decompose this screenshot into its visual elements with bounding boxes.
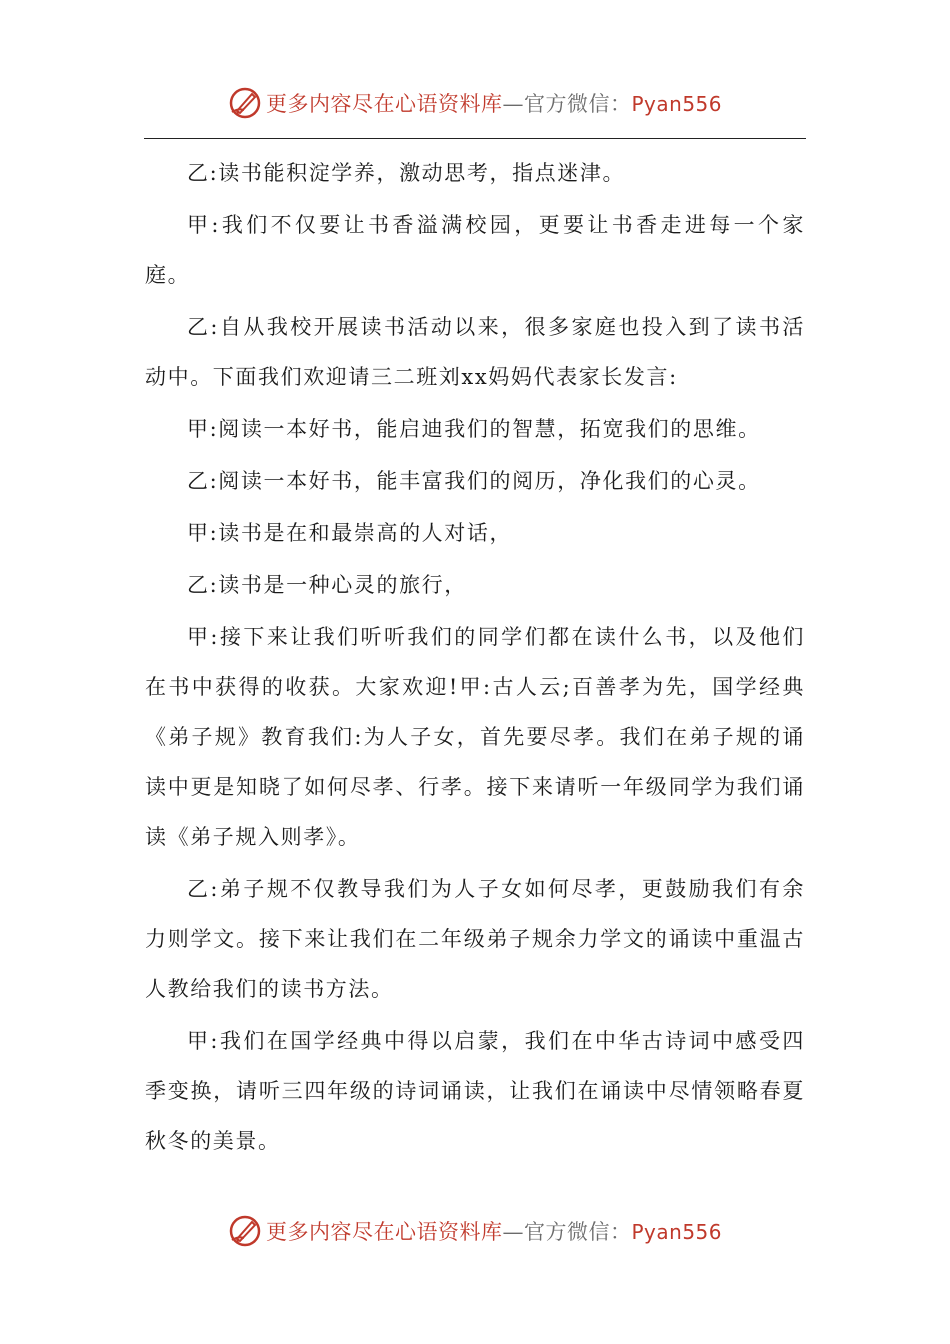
banner-text: [266, 88, 722, 118]
banner-site-name: 更多内容尽在心语资料库: [265, 1220, 503, 1244]
banner-text: [266, 1216, 722, 1246]
banner-official: 官方微信：: [523, 92, 632, 116]
paragraph: 乙:读书能积淀学养，激动思考，指点迷津。: [187, 161, 626, 185]
banner-wechat-id: Pyan556: [631, 92, 722, 116]
paragraph: 乙:阅读一本好书，能丰富我们的阅历，净化我们的心灵。: [187, 469, 761, 493]
banner-dash: —: [502, 92, 524, 116]
header-divider: [144, 138, 806, 139]
paragraph: 乙:自从我校开展读书活动以来，很多家庭也投入到了读书活动中。下面我们欢迎请三二班刘xx妈妈代表家长发言:: [145, 315, 805, 389]
paragraph: 乙:弟子规不仅教导我们为人子女如何尽孝，更鼓励我们有余力则学文。接下来让我们在二年级弟子规余力学文的诵读中重温古人教给我们的读书方法。: [145, 877, 805, 1001]
pen-logo-icon: [228, 86, 262, 120]
banner-wechat-id: Pyan556: [631, 1220, 722, 1244]
header-banner: [0, 83, 950, 123]
paragraph: 甲:我们不仅要让书香溢满校园，更要让书香走进每一个家庭。: [145, 213, 805, 287]
banner-dash: —: [502, 1220, 524, 1244]
paragraph: 乙:读书是一种心灵的旅行，: [187, 573, 467, 597]
paragraph: 甲:接下来让我们听听我们的同学们都在读什么书，以及他们在书中获得的收获。大家欢迎!甲:古人云;百善孝为先，国学经典《弟子规》教育我们:为人子女，首先要尽孝。我们在弟子规的诵读中更是知晓了如何尽孝、行孝。接下来请听一年级同学为我们诵读《弟子规入则孝》。: [145, 625, 805, 849]
document-body: [145, 148, 805, 1166]
paragraph: 甲:我们在国学经典中得以启蒙，我们在中华古诗词中感受四季变换，请听三四年级的诗词诵读，让我们在诵读中尽情领略春夏秋冬的美景。: [145, 1029, 805, 1153]
paragraph: 甲:阅读一本好书，能启迪我们的智慧，拓宽我们的思维。: [187, 417, 761, 441]
footer-banner: [0, 1211, 950, 1251]
banner-official: 官方微信：: [523, 1220, 632, 1244]
banner-site-name: 更多内容尽在心语资料库: [265, 92, 503, 116]
pen-logo-icon: [228, 1214, 262, 1248]
paragraph: 甲:读书是在和最崇高的人对话，: [187, 521, 513, 545]
